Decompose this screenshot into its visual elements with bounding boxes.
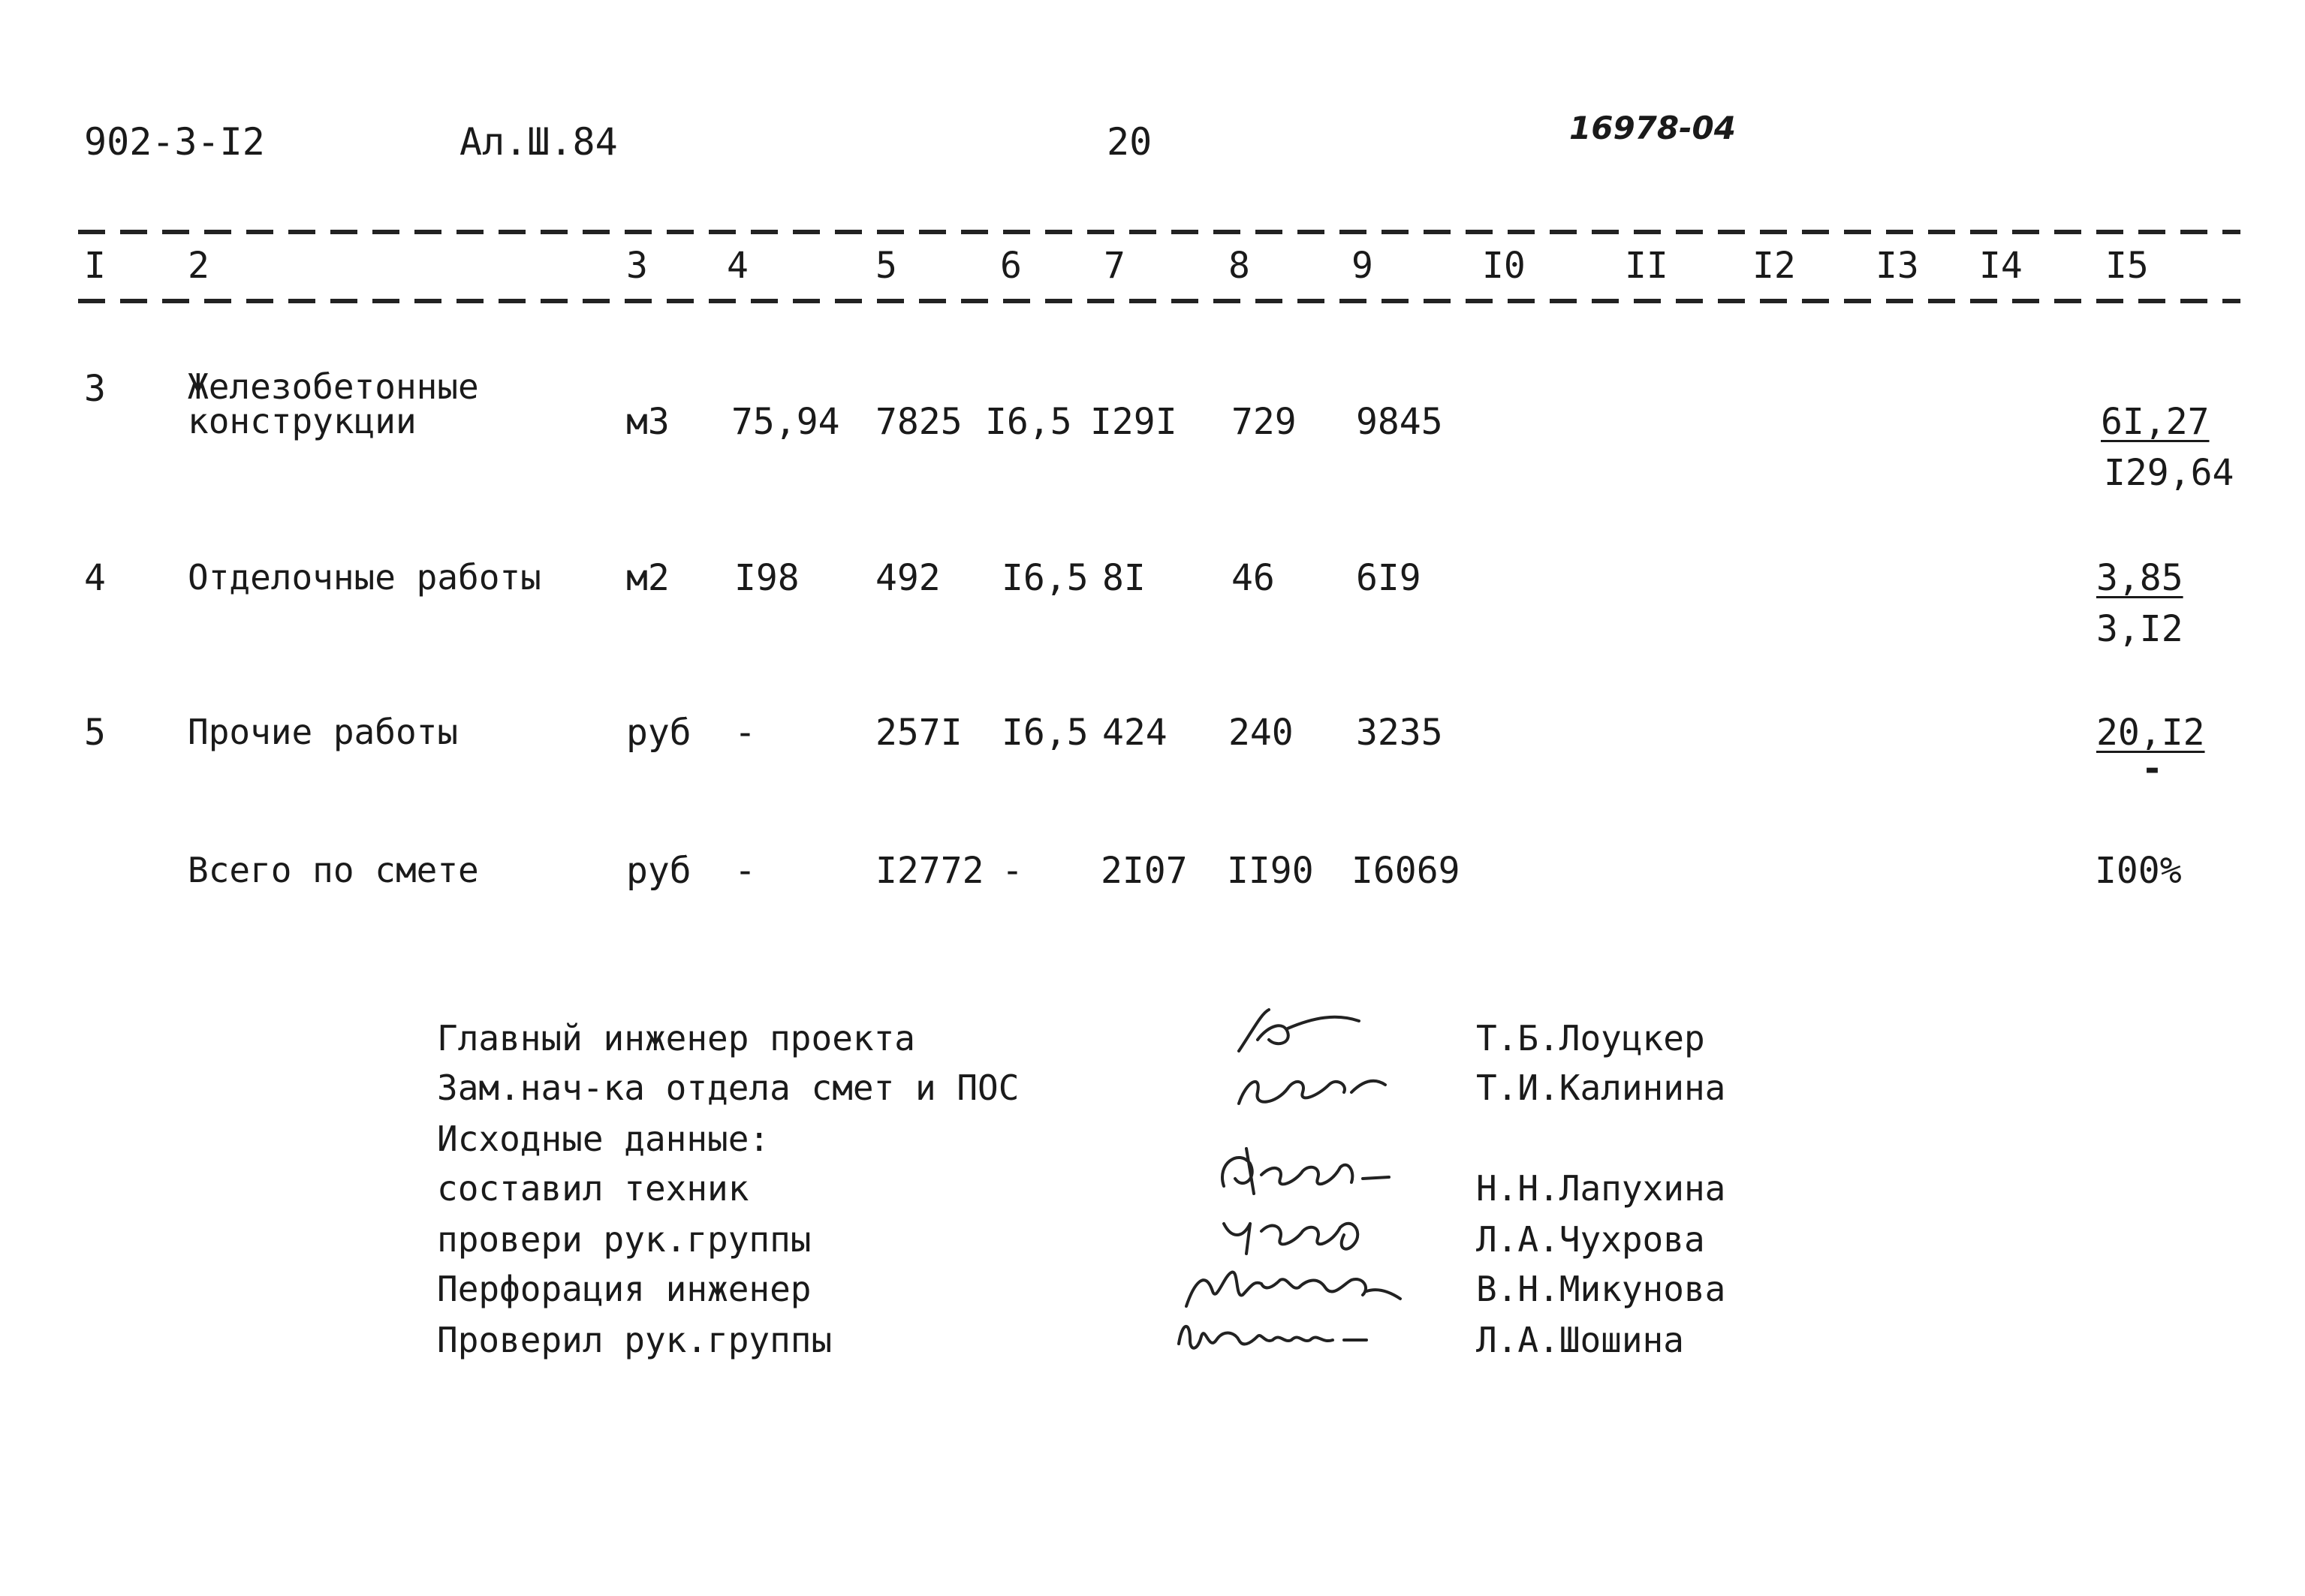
document-code: 902-3-I2 (84, 120, 265, 164)
row-unit: м3 (626, 401, 670, 443)
cell-col15-bottom: 3,I2 (2096, 608, 2183, 650)
cell-col15-bottom: - (2141, 748, 2163, 790)
column-header: I (84, 245, 106, 287)
total-col6: - (1002, 850, 1023, 892)
cell-col6: I6,5 (1002, 557, 1089, 599)
total-label: Всего по смете (188, 850, 479, 890)
signer-name: Т.И.Калинина (1476, 1068, 1726, 1108)
column-header: I0 (1482, 245, 1526, 287)
cell-col7: 8I (1102, 557, 1146, 599)
row-name: конструкции (188, 401, 417, 441)
column-header: II (1625, 245, 1668, 287)
total-col4: - (734, 850, 756, 892)
cell-col15-bottom: I29,64 (2104, 452, 2234, 494)
column-header: 6 (1000, 245, 1022, 287)
role-label: Главный инженер проекта (437, 1018, 915, 1058)
cell-col5: 7825 (875, 401, 963, 443)
cell-col4: I98 (734, 557, 800, 599)
row-name: Отделочные работы (188, 557, 541, 598)
cell-col15-top: 6I,27 (2101, 401, 2210, 443)
total-col5: I2772 (875, 850, 984, 892)
signer-name: Т.Б.Лоуцкер (1476, 1018, 1705, 1058)
cell-col8: 46 (1231, 557, 1275, 599)
cell-col5: 257I (875, 712, 963, 754)
album-number: Ал.Ш.84 (459, 120, 618, 164)
role-label: Исходные данные: (437, 1119, 770, 1159)
cell-col6: I6,5 (985, 401, 1072, 443)
row-unit: м2 (626, 557, 670, 599)
row-name: Прочие работы (188, 712, 459, 752)
column-header: I4 (1979, 245, 2023, 287)
column-header: I5 (2105, 245, 2149, 287)
role-label: Зам.нач-ка отдела смет и ПОС (437, 1068, 1020, 1108)
signature-kalinina (1224, 1051, 1449, 1119)
total-col9: I6069 (1351, 850, 1460, 892)
total-col7: 2I07 (1101, 850, 1188, 892)
role-label: составил техник (437, 1168, 749, 1209)
header-top-rule (78, 230, 2240, 234)
row-number: 4 (84, 557, 106, 599)
cell-col9: 6I9 (1356, 557, 1421, 599)
row-name: Железобетонные (188, 366, 479, 407)
total-unit: руб (626, 850, 692, 892)
cell-col4: - (734, 712, 756, 754)
archive-number: 16978-04 (1569, 110, 1736, 146)
column-header: 8 (1228, 245, 1250, 287)
cell-col5: 492 (875, 557, 941, 599)
cell-col8: 729 (1231, 401, 1297, 443)
cell-col9: 3235 (1356, 712, 1443, 754)
cell-col7: I29I (1090, 401, 1177, 443)
column-header: 2 (188, 245, 209, 287)
cell-col7: 424 (1102, 712, 1168, 754)
column-header: 5 (875, 245, 897, 287)
column-header: I2 (1752, 245, 1796, 287)
column-header: 9 (1351, 245, 1373, 287)
signer-name: Л.А.Чухрова (1476, 1219, 1705, 1260)
role-label: Проверил рук.группы (437, 1320, 833, 1360)
signer-name: Н.Н.Лапухина (1476, 1168, 1726, 1209)
role-label: провери рук.группы (437, 1219, 812, 1260)
column-header: 7 (1104, 245, 1125, 287)
signer-name: В.Н.Микунова (1476, 1269, 1726, 1309)
cell-col6: I6,5 (1002, 712, 1089, 754)
role-label: Перфорация инженер (437, 1269, 812, 1309)
cell-col4: 75,94 (731, 401, 840, 443)
column-header: 3 (626, 245, 648, 287)
cell-col15-top: 3,85 (2096, 557, 2183, 599)
signer-name: Л.А.Шошина (1476, 1320, 1684, 1360)
cell-col15-top: 20,I2 (2096, 712, 2205, 754)
cell-col9: 9845 (1356, 401, 1443, 443)
column-header: I3 (1876, 245, 1919, 287)
row-unit: руб (626, 712, 692, 754)
column-header: 4 (727, 245, 749, 287)
row-number: 3 (84, 368, 106, 410)
total-col15: I00% (2095, 850, 2182, 892)
header-bottom-rule (78, 299, 2240, 303)
row-number: 5 (84, 712, 106, 754)
total-col8: II90 (1227, 850, 1314, 892)
signature-shoshina (1164, 1299, 1419, 1366)
cell-col8: 240 (1228, 712, 1294, 754)
page-number: 20 (1107, 120, 1152, 164)
